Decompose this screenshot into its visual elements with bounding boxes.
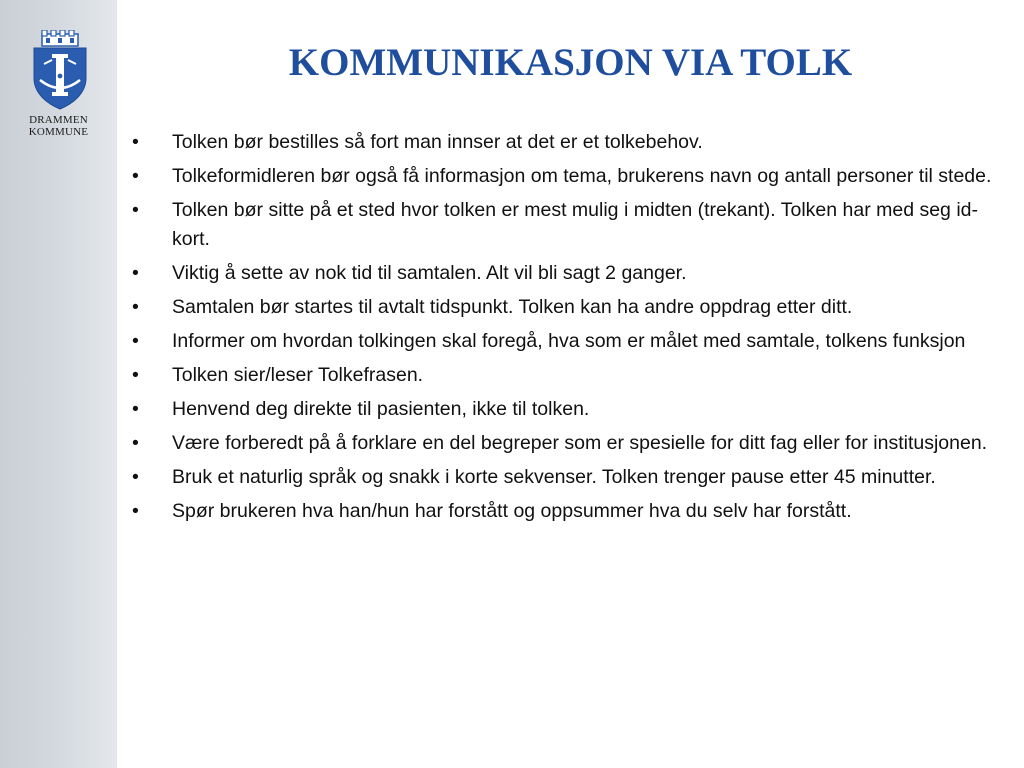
bullet-marker: •	[132, 131, 139, 153]
bullet-item	[132, 463, 1002, 492]
crown-icon	[42, 30, 78, 46]
bullet-item	[132, 327, 1002, 356]
bullet-item	[132, 128, 1002, 157]
bullet-text: Tolken bør sitte på et sted hvor tolken er mest mulig i midten (trekant). Tolken har med seg id-kort.	[172, 199, 978, 250]
bullet-marker: •	[132, 296, 139, 318]
bullet-item	[132, 497, 1002, 526]
bullet-text: Viktig å sette av nok tid til samtalen. Alt vil bli sagt 2 ganger.	[172, 262, 687, 284]
bullet-marker: •	[132, 165, 139, 187]
bullet-text: Samtalen bør startes til avtalt tidspunkt. Tolken kan ha andre oppdrag etter ditt.	[172, 296, 853, 318]
bullet-item	[132, 293, 1002, 322]
bullet-marker: •	[132, 466, 139, 488]
bullet-text: Være forberedt på å forklare en del begreper som er spesielle for ditt fag eller for institusjonen.	[172, 432, 988, 454]
bullet-item	[132, 259, 1002, 288]
bullet-text: Tolken sier/leser Tolkefrasen.	[172, 364, 424, 386]
shield-icon	[34, 48, 86, 109]
bullet-marker: •	[132, 262, 139, 284]
bullet-item	[132, 162, 1002, 191]
bullet-text: Informer om hvordan tolkingen skal foregå, hva som er målet med samtale, tolkens funksjon	[172, 330, 966, 352]
bullet-marker: •	[132, 199, 139, 221]
bullet-item	[132, 196, 1002, 254]
slide-title: KOMMUNIKASJON VIA TOLK	[288, 41, 853, 84]
logo-text-drammen: DRAMMEN	[29, 114, 88, 126]
bullet-marker: •	[132, 500, 139, 522]
bullet-text: Tolken bør bestilles så fort man innser at det er et tolkebehov.	[172, 131, 703, 153]
bullet-text: Bruk et naturlig språk og snakk i korte sekvenser. Tolken trenger pause etter 45 minutter.	[172, 466, 936, 488]
sidebar	[0, 0, 117, 768]
drammen-coat-of-arms-logo	[22, 30, 98, 110]
bullet-list	[132, 128, 1002, 531]
bullet-marker: •	[132, 330, 139, 352]
bullet-item	[132, 429, 1002, 458]
bullet-text: Henvend deg direkte til pasienten, ikke til tolken.	[172, 398, 590, 420]
bullet-item	[132, 395, 1002, 424]
bullet-item	[132, 361, 1002, 390]
bullet-marker: •	[132, 398, 139, 420]
bullet-text: Tolkeformidleren bør også få informasjon om tema, brukerens navn og antall personer til stede.	[172, 165, 992, 187]
logo-text-kommune: KOMMUNE	[28, 126, 89, 138]
bullet-text: Spør brukeren hva han/hun har forstått og oppsummer hva du selv har forstått.	[172, 500, 852, 522]
bullet-marker: •	[132, 364, 139, 386]
bullet-marker: •	[132, 432, 139, 454]
